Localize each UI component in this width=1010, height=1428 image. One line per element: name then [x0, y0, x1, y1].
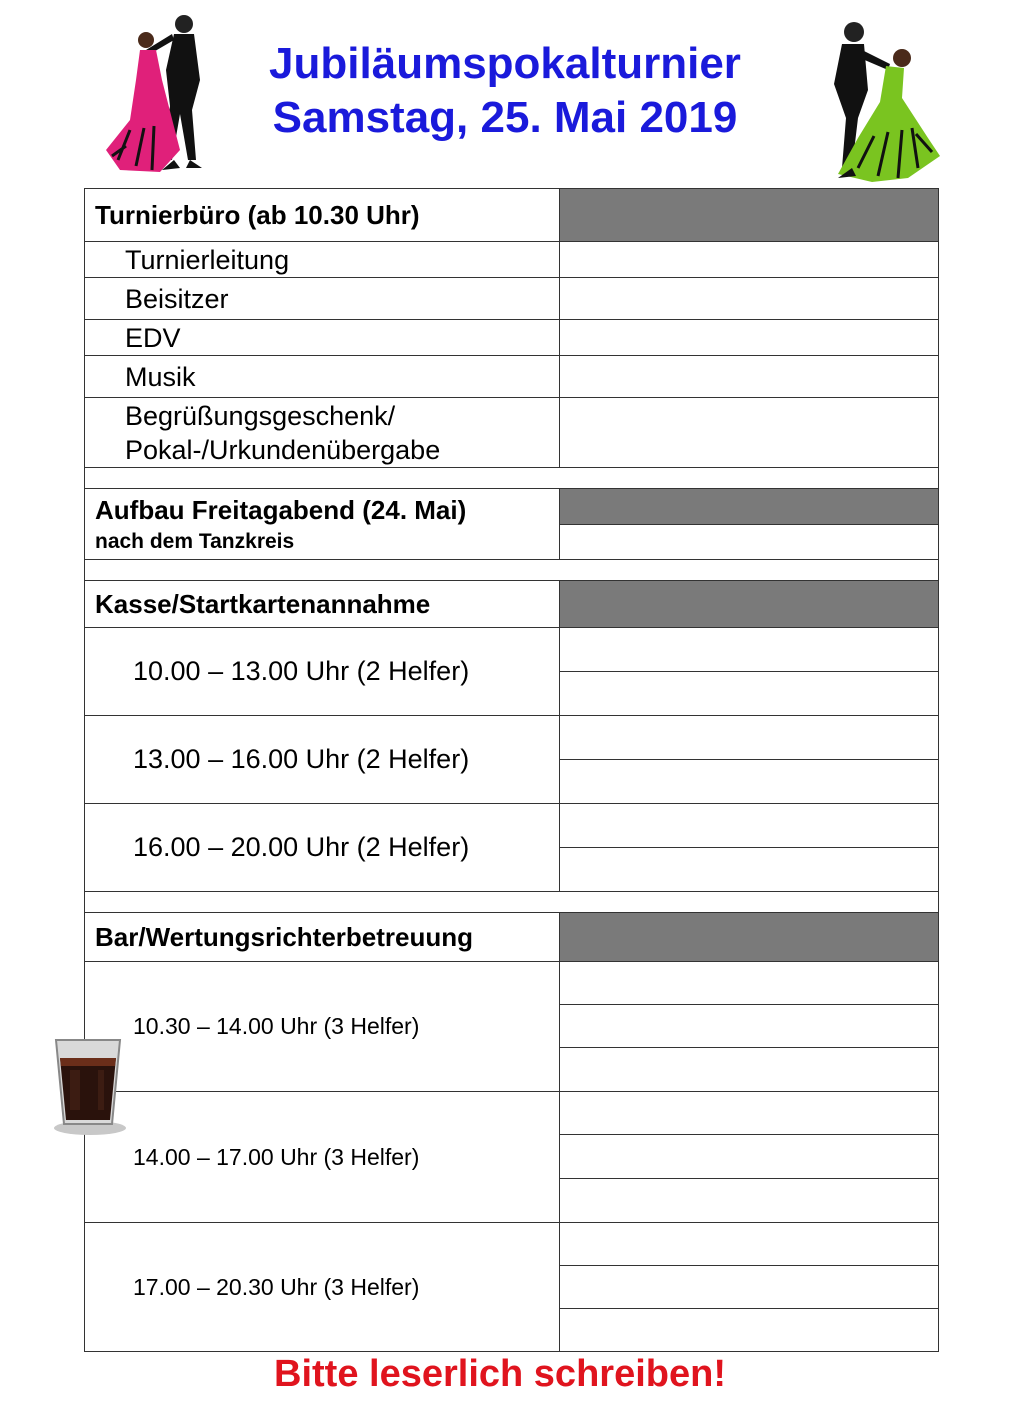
name-entry-cell[interactable] — [560, 1266, 939, 1309]
section-header-turnierbuero: Turnierbüro (ab 10.30 Uhr) — [85, 189, 560, 242]
dancing-couple-green-icon — [798, 18, 942, 188]
name-entry-cell[interactable] — [560, 1092, 939, 1135]
shaded-header-cell — [560, 189, 939, 242]
name-entry-cell[interactable] — [560, 1179, 939, 1223]
name-entry-cell[interactable] — [560, 278, 939, 320]
name-entry-cell[interactable] — [560, 804, 939, 848]
role-label: EDV — [85, 320, 560, 356]
time-slot-label: 10.00 – 13.00 Uhr (2 Helfer) — [85, 628, 560, 716]
shaded-header-cell — [560, 489, 939, 525]
name-entry-cell[interactable] — [560, 1005, 939, 1048]
section-header-kasse: Kasse/Startkartenannahme — [85, 581, 560, 628]
name-entry-cell[interactable] — [560, 356, 939, 398]
name-entry-cell[interactable] — [560, 1309, 939, 1352]
time-slot-label: 10.30 – 14.00 Uhr (3 Helfer) — [85, 962, 560, 1092]
time-slot-label: 13.00 – 16.00 Uhr (2 Helfer) — [85, 716, 560, 804]
name-entry-cell[interactable] — [560, 962, 939, 1005]
spacer-row — [85, 892, 939, 913]
spacer-row — [85, 468, 939, 489]
name-entry-cell[interactable] — [560, 398, 939, 468]
name-entry-cell[interactable] — [560, 716, 939, 760]
role-label: Turnierleitung — [85, 242, 560, 278]
time-slot-label: 14.00 – 17.00 Uhr (3 Helfer) — [85, 1092, 560, 1223]
name-entry-cell[interactable] — [560, 242, 939, 278]
shaded-header-cell — [560, 581, 939, 628]
shaded-header-cell — [560, 913, 939, 962]
name-entry-cell[interactable] — [560, 320, 939, 356]
dancing-couple-pink-icon — [100, 10, 212, 178]
section-header-aufbau: Aufbau Freitagabend (24. Mai) nach dem Tanzkreis — [85, 489, 560, 560]
time-slot-label: 16.00 – 20.00 Uhr (2 Helfer) — [85, 804, 560, 892]
spacer-row — [85, 560, 939, 581]
page-title: Jubiläumspokalturnier — [269, 39, 741, 88]
name-entry-cell[interactable] — [560, 525, 939, 560]
cola-glass-icon — [48, 1030, 130, 1136]
role-label: Musik — [85, 356, 560, 398]
name-entry-cell[interactable] — [560, 1135, 939, 1179]
role-label: Beisitzer — [85, 278, 560, 320]
role-label: Begrüßungsgeschenk/ Pokal-/Urkundenübergabe — [85, 398, 560, 468]
name-entry-cell[interactable] — [560, 628, 939, 672]
name-entry-cell[interactable] — [560, 1048, 939, 1092]
name-entry-cell[interactable] — [560, 1223, 939, 1266]
section-header-bar: Bar/Wertungsrichterbetreuung — [85, 913, 560, 962]
name-entry-cell[interactable] — [560, 672, 939, 716]
helper-signup-table — [84, 188, 939, 1352]
name-entry-cell[interactable] — [560, 848, 939, 892]
time-slot-label: 17.00 – 20.30 Uhr (3 Helfer) — [85, 1223, 560, 1352]
name-entry-cell[interactable] — [560, 760, 939, 804]
footer-notice: Bitte leserlich schreiben! — [274, 1353, 726, 1395]
page-date: Samstag, 25. Mai 2019 — [272, 93, 738, 142]
